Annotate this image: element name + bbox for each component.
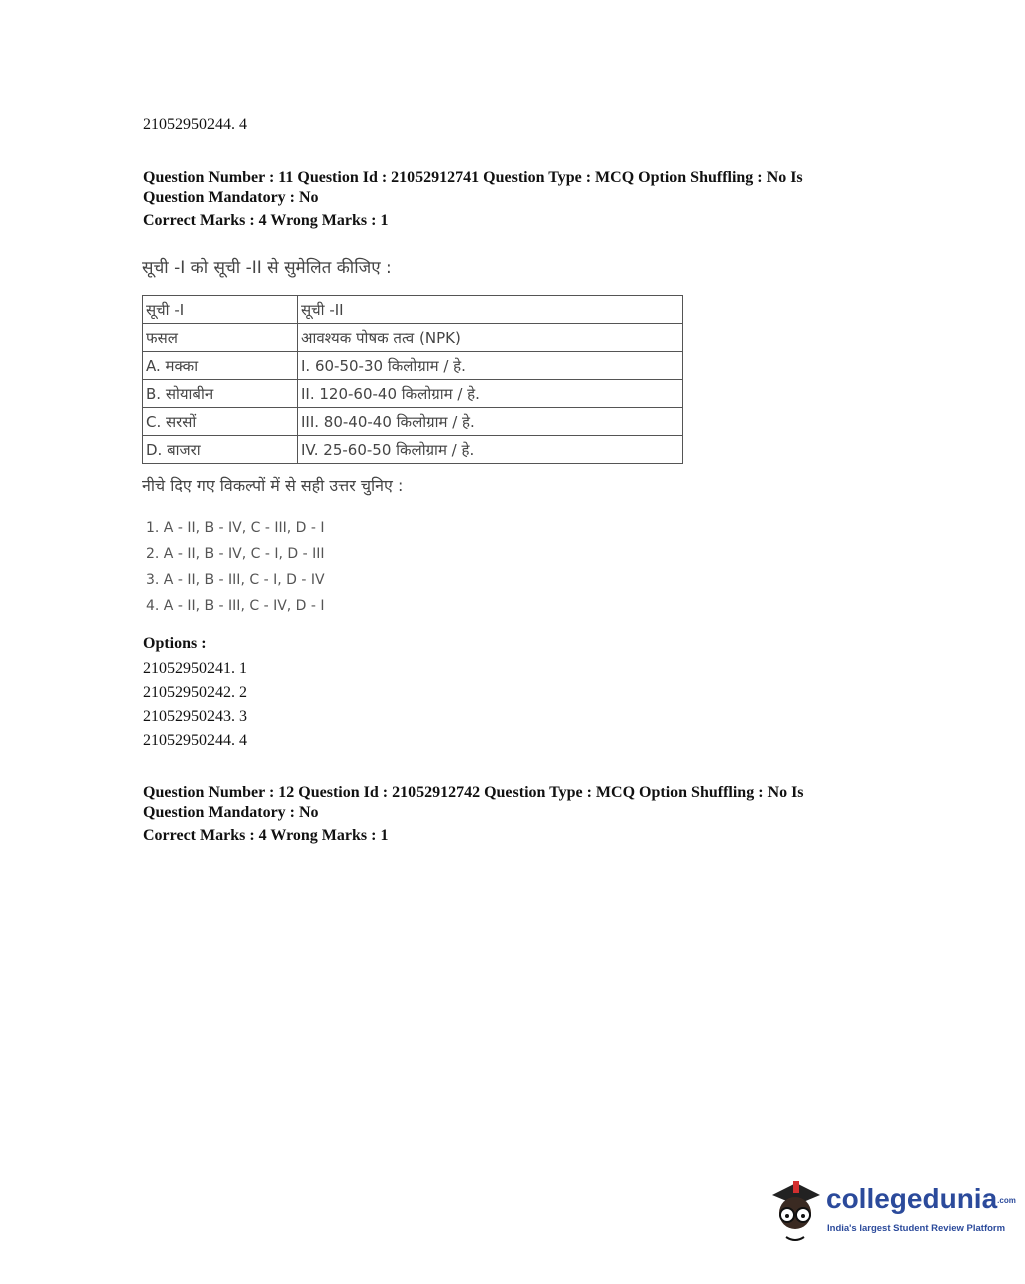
q11-choices-list (146, 515, 325, 619)
table-row (143, 436, 683, 464)
previous-answer-line: 21052950244. 4 (143, 116, 247, 133)
options-label: Options : (143, 635, 207, 652)
options-list (143, 657, 247, 753)
table-cell: सूची -II (298, 296, 683, 324)
table-row (143, 408, 683, 436)
match-table (142, 295, 683, 464)
q11-header-line1: Question Number : 11 Question Id : 21052912741 Question Type : MCQ Option Shuffling : No Is (143, 169, 803, 186)
logo-name: collegedunia (826, 1183, 998, 1214)
table-cell: D. बाजरा (143, 436, 298, 464)
logo-suffix: .com (997, 1196, 1016, 1206)
choice-item: 1. A - II, B - IV, C - III, D - I (146, 520, 325, 536)
q11-choose-text: नीचे दिए गए विकल्पों में से सही उत्तर चुनिए : (142, 476, 404, 495)
option-item: 21052950241. 1 (143, 660, 247, 677)
table-cell: I. 60-50-30 किलोग्राम / हे. (298, 352, 683, 380)
table-row (143, 380, 683, 408)
mascot-icon (766, 1175, 824, 1245)
table-cell: B. सोयाबीन (143, 380, 298, 408)
logo-tagline: India's largest Student Review Platform (827, 1223, 1006, 1234)
table-row (143, 324, 683, 352)
table-cell: IV. 25-60-50 किलोग्राम / हे. (298, 436, 683, 464)
logo-wordmark (826, 1183, 1016, 1215)
table-cell: C. सरसों (143, 408, 298, 436)
option-item: 21052950244. 4 (143, 732, 247, 749)
collegedunia-logo (766, 1175, 1016, 1247)
table-cell: सूची -I (143, 296, 298, 324)
q11-marks-line: Correct Marks : 4 Wrong Marks : 1 (143, 212, 389, 229)
table-cell: आवश्यक पोषक तत्व (NPK) (298, 324, 683, 352)
choice-item: 2. A - II, B - IV, C - I, D - III (146, 546, 325, 562)
option-item: 21052950242. 2 (143, 684, 247, 701)
option-item: 21052950243. 3 (143, 708, 247, 725)
table-row (143, 296, 683, 324)
choice-item: 4. A - II, B - III, C - IV, D - I (146, 598, 325, 614)
table-cell: फसल (143, 324, 298, 352)
choice-item: 3. A - II, B - III, C - I, D - IV (146, 572, 325, 588)
q11-header-line2: Question Mandatory : No (143, 189, 319, 206)
q11-prompt: सूची -I को सूची -II से सुमेलित कीजिए : (142, 258, 392, 278)
q12-header-line1: Question Number : 12 Question Id : 21052912742 Question Type : MCQ Option Shuffling : No Is (143, 784, 804, 801)
table-cell: A. मक्का (143, 352, 298, 380)
q12-marks-line: Correct Marks : 4 Wrong Marks : 1 (143, 827, 389, 844)
table-row (143, 352, 683, 380)
table-cell: III. 80-40-40 किलोग्राम / हे. (298, 408, 683, 436)
table-cell: II. 120-60-40 किलोग्राम / हे. (298, 380, 683, 408)
q12-header-line2: Question Mandatory : No (143, 804, 319, 821)
